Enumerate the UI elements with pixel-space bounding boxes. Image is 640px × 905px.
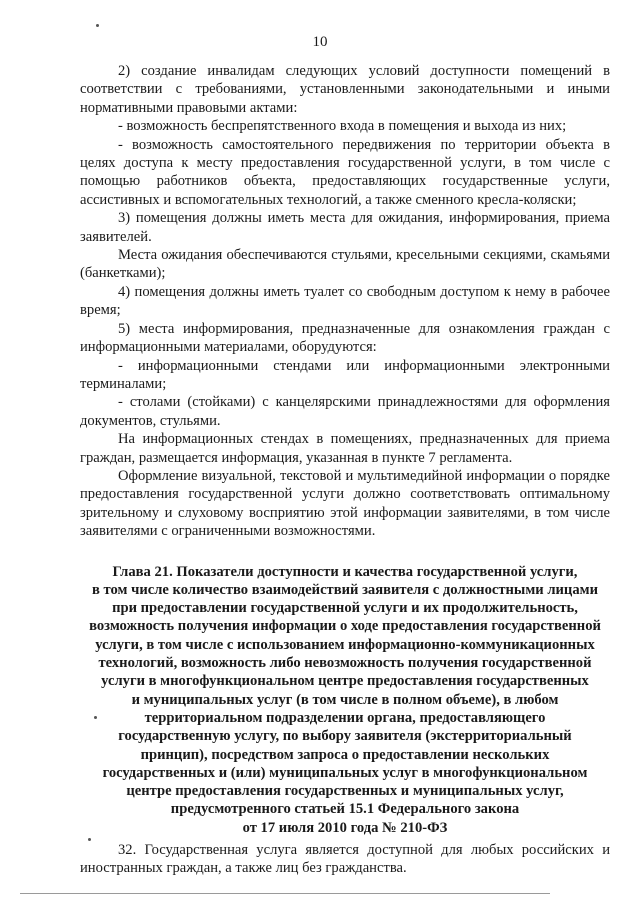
chapter-heading-line: при предоставлении государственной услуги и их продолжительность, <box>112 600 578 617</box>
chapter-heading-line: услуги, в том числе с использованием информационно-коммуникационных <box>95 636 595 653</box>
chapter-heading-line: возможность получения информации о ходе предоставления государственной <box>89 618 601 635</box>
scan-edge-line <box>20 893 550 894</box>
paragraph-desks: - столами (стойками) с канцелярскими принадлежностями для оформления документов, стульями. <box>80 394 610 429</box>
paragraph-waiting-places: 3) помещения должны иметь места для ожидания, информирования, приема заявителей. <box>80 210 610 245</box>
paragraph-info-places: 5) места информирования, предназначенные для ознакомления граждан с информационными материалами, оборудуются: <box>80 320 610 356</box>
paragraph-info-stands: - информационными стендами или информационными электронными терминалами; <box>80 357 610 392</box>
document-body <box>80 62 610 878</box>
scan-speck <box>96 24 99 27</box>
chapter-heading-line: и муниципальных услуг (в том числе в полном объеме), в любом <box>131 691 559 708</box>
paragraph-stand-info: На информационных стендах в помещениях, предназначенных для приема граждан, размещается информация, указанная в пункте 7 регламента. <box>80 431 610 466</box>
scan-speck <box>88 838 91 841</box>
paragraph-seating: Места ожидания обеспечиваются стульями, кресельными секциями, скамьями (банкетками); <box>80 247 610 282</box>
chapter-heading-line: центре предоставления государственных и муниципальных услуг, <box>126 783 564 800</box>
chapter-heading-line: от 17 июля 2010 года № 210-ФЗ <box>242 819 448 836</box>
paragraph-condition-2: 2) создание инвалидам следующих условий доступности помещений в соответствии с требованиями, установленными законодательными и иными нормативными правовыми актами: <box>80 63 610 116</box>
chapter-heading-line: территориальном подразделении органа, предоставляющего <box>144 709 546 726</box>
chapter-heading-line: Глава 21. Показатели доступности и качества государственной услуги, <box>112 563 578 580</box>
chapter-heading-line: технологий, возможность либо невозможность получения государственной <box>98 655 592 672</box>
paragraph-toilet: 4) помещения должны иметь туалет со свободным доступом к нему в рабочее время; <box>80 283 610 319</box>
chapter-heading-line: принцип), посредством запроса о предоставлении нескольких <box>140 746 550 763</box>
chapter-heading-line: предусмотренного статьей 15.1 Федерального закона <box>170 801 520 818</box>
section-gap <box>80 541 610 563</box>
scan-speck <box>94 716 97 719</box>
chapter-heading-line: государственных и (или) муниципальных услуг в многофункциональном <box>102 764 588 781</box>
chapter-heading-line: государственную услугу, по выбору заявителя (экстерриториальный <box>118 728 572 745</box>
chapter-21-heading <box>80 563 610 837</box>
chapter-heading-line: услуги в многофункциональном центре предоставления государственных <box>101 673 589 690</box>
paragraph-info-design: Оформление визуальной, текстовой и мультимедийной информации о порядке предоставления государственной услуги должно соответствовать оптимальному зрительному и слуховому восприятию этой информации заявителями, в том числе заявителями с ограниченными возможностями. <box>80 467 610 540</box>
page-number: 10 <box>312 34 328 50</box>
chapter-heading-line: в том числе количество взаимодействий заявителя с должностными лицами <box>92 581 598 598</box>
paragraph-32: 32. Государственная услуга является доступной для любых российских и иностранных граждан, а также лиц без гражданства. <box>80 842 610 877</box>
paragraph-entry-exit: - возможность беспрепятственного входа в помещения и выхода из них; <box>118 118 567 135</box>
paragraph-movement: - возможность самостоятельного передвижения по территории объекта в целях доступа к месту предоставления государственной услуги, в том числе с помощью работников объекта, предоставляющих государственные услуги, ассистивных и вспомогательных технологий, а также сменного кресла-коляски; <box>80 136 610 208</box>
